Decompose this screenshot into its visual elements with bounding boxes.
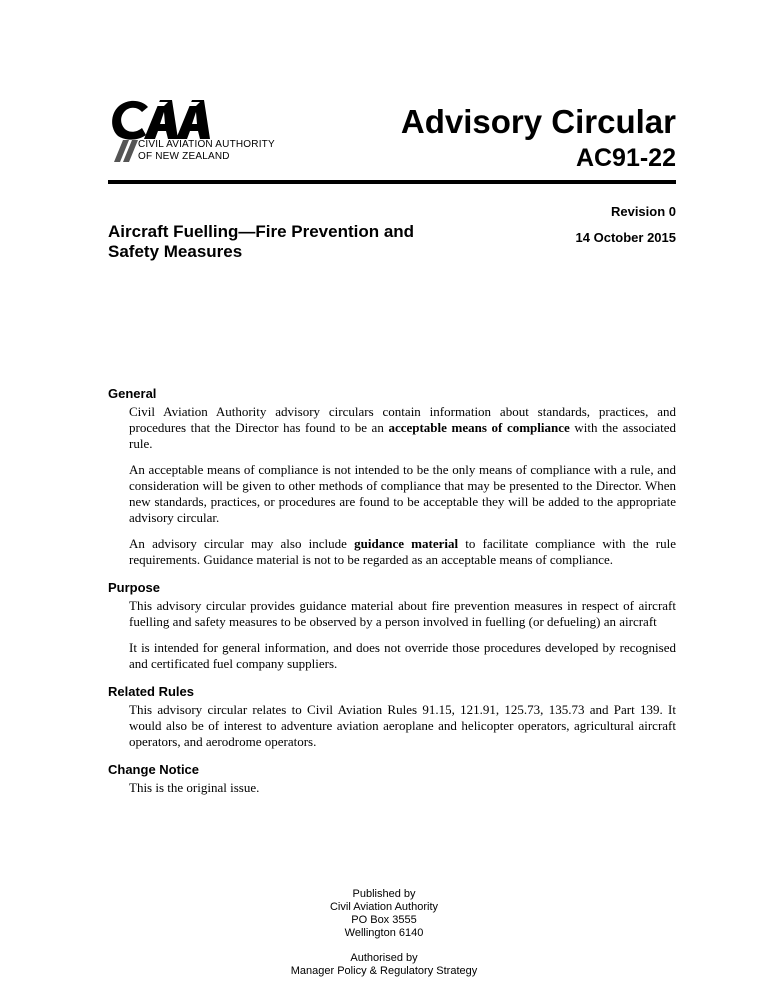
published-label: Published by: [352, 888, 416, 900]
section-heading: Purpose: [108, 580, 161, 595]
paragraph-text: to facilitate compliance with the rule requirements. Guidance material is not to be regarded as an acceptable means of compliance.: [129, 536, 677, 567]
document-title: Aircraft Fuelling—Fire Prevention and Safety Measures: [108, 222, 415, 261]
authoriser-name: Manager Policy & Regulatory Strategy: [290, 965, 478, 977]
paragraph-text: This advisory circular provides guidance material about fire prevention measures in respect of aircraft fuelling and safety measures to be observed by a person involved in fuelling (or defueling) an aircraft: [129, 598, 676, 629]
paragraph-text: This is the original issue.: [129, 780, 260, 795]
logo-org-line1: CIVIL AVIATION AUTHORITY: [138, 139, 275, 150]
section-paragraph: [129, 462, 676, 526]
header-rule: [108, 180, 676, 184]
caa-logo-mark: [108, 98, 220, 140]
section-heading: General: [108, 386, 157, 401]
logo-org-line2: OF NEW ZEALAND: [138, 151, 230, 162]
publisher-block: [0, 888, 768, 940]
document-type: Advisory Circular: [400, 103, 676, 140]
section-paragraph: [129, 404, 676, 452]
section-paragraph: [129, 780, 676, 796]
emphasis-text: acceptable means of compliance: [388, 420, 570, 435]
caa-logo: [108, 98, 298, 164]
paragraph-text: with the associated rule.: [129, 420, 676, 451]
section-paragraph: [129, 536, 676, 568]
document-body: [108, 386, 676, 808]
paragraph-text: An acceptable means of compliance is not intended to be the only means of compliance with a rule, and consideration will be given to other methods of compliance that may be presented to the Director. When new standards, practices, or procedures are found to be acceptable they will be added to the appropriate advisory circular.: [129, 462, 676, 525]
publisher-line: Wellington 6140: [344, 927, 424, 939]
section-paragraph: [129, 640, 676, 672]
emphasis-text: guidance material: [354, 536, 459, 551]
section-paragraph: [129, 702, 676, 750]
revision-label: Revision 0: [610, 204, 676, 219]
authorised-label: Authorised by: [350, 952, 418, 964]
publisher-line: Civil Aviation Authority: [329, 901, 439, 913]
authoriser-block: [0, 952, 768, 978]
document-number: AC91-22: [575, 144, 676, 172]
section-paragraph: [129, 598, 676, 630]
logo-stripes-icon: [114, 140, 138, 162]
section-heading: Related Rules: [108, 684, 194, 699]
paragraph-text: An advisory circular may also include: [129, 536, 355, 551]
issue-date: 14 October 2015: [575, 230, 676, 245]
paragraph-text: Civil Aviation Authority advisory circulars contain information about standards, practices, and procedures that the Director has found to be an: [129, 404, 676, 435]
paragraph-text: This advisory circular relates to Civil Aviation Rules 91.15, 121.91, 125.73, 135.73 and Part 139. It would also be of interest to adventure aviation aeroplane and helicopter operators, agricultural aircraft operators, and aerodrome operators.: [129, 702, 676, 749]
section-heading: Change Notice: [108, 762, 200, 777]
paragraph-text: It is intended for general information, and does not override those procedures developed by recognised and certificated fuel company suppliers.: [129, 640, 676, 671]
logo-org-name: [138, 139, 275, 163]
publisher-line: PO Box 3555: [351, 914, 417, 926]
